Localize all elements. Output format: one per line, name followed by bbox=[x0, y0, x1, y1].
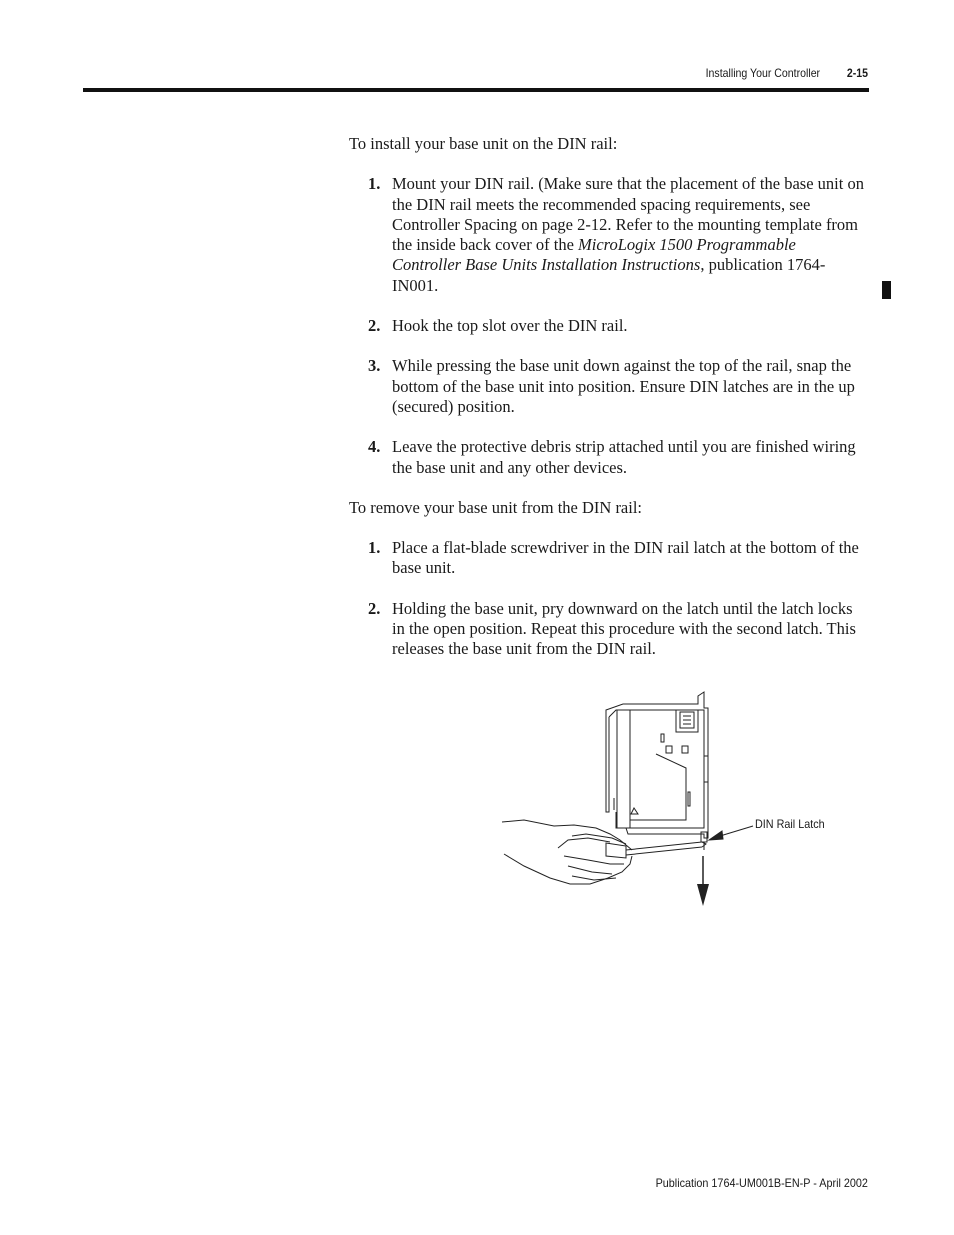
install-step-4 bbox=[349, 437, 869, 478]
hand-with-screwdriver bbox=[502, 820, 706, 884]
step-number: 4. bbox=[368, 437, 381, 457]
running-header-title: Installing Your Controller bbox=[705, 66, 820, 80]
step-text-tail: , publication 1764-IN001. bbox=[392, 255, 826, 295]
install-step-3 bbox=[349, 356, 869, 417]
header-rule bbox=[83, 88, 869, 92]
remove-step-1 bbox=[349, 538, 869, 579]
step-text: Place a flat-blade screwdriver in the DIN rail latch at the bottom of the base unit. bbox=[392, 538, 859, 578]
install-step-1 bbox=[349, 174, 869, 296]
remove-intro: To remove your base unit from the DIN rail: bbox=[349, 497, 643, 517]
base-unit-drawing bbox=[606, 692, 708, 850]
install-steps bbox=[349, 174, 869, 478]
publication-title: MicroLogix 1500 Programmable Controller Base Units Installation Instructions bbox=[392, 235, 796, 275]
chapter-thumb-tab bbox=[882, 281, 891, 299]
step-text: Leave the protective debris strip attached until you are finished wiring the base unit and any other devices. bbox=[392, 437, 856, 477]
page-number: 2-15 bbox=[846, 66, 868, 80]
step-text: While pressing the base unit down against the top of the rail, snap the bottom of the base unit into position. Ensure DIN latches are in the up (secured) position. bbox=[392, 356, 855, 416]
remove-steps bbox=[349, 538, 869, 659]
publication-footer: Publication 1764-UM001B-EN-P - April 2002 bbox=[655, 1176, 868, 1190]
callout-leader bbox=[709, 826, 753, 840]
step-text: Mount your DIN rail. (Make sure that the placement of the base unit on the DIN rail meets the recommended spacing requirements, see Controller Spacing on page 2-12. Refer to the mounting template from the inside back cover of the bbox=[392, 174, 864, 255]
install-intro: To install your base unit on the DIN rail: bbox=[349, 134, 618, 153]
remove-step-2 bbox=[349, 599, 869, 660]
step-number: 2. bbox=[368, 316, 381, 336]
step-number: 3. bbox=[368, 356, 381, 376]
step-number: 2. bbox=[368, 598, 381, 618]
downward-arrow bbox=[697, 856, 709, 906]
step-text: Holding the base unit, pry downward on the latch until the latch locks in the open position. Repeat this procedure with the second latch. This releases the base unit from the DIN rail. bbox=[392, 598, 856, 659]
install-step-2 bbox=[349, 316, 869, 336]
step-number: 1. bbox=[368, 174, 381, 194]
din-rail-removal-illustration bbox=[498, 688, 838, 910]
body-content bbox=[349, 134, 869, 680]
step-number: 1. bbox=[368, 538, 381, 558]
step-text: Hook the top slot over the DIN rail. bbox=[392, 316, 628, 336]
din-rail-latch-label: DIN Rail Latch bbox=[755, 817, 825, 831]
